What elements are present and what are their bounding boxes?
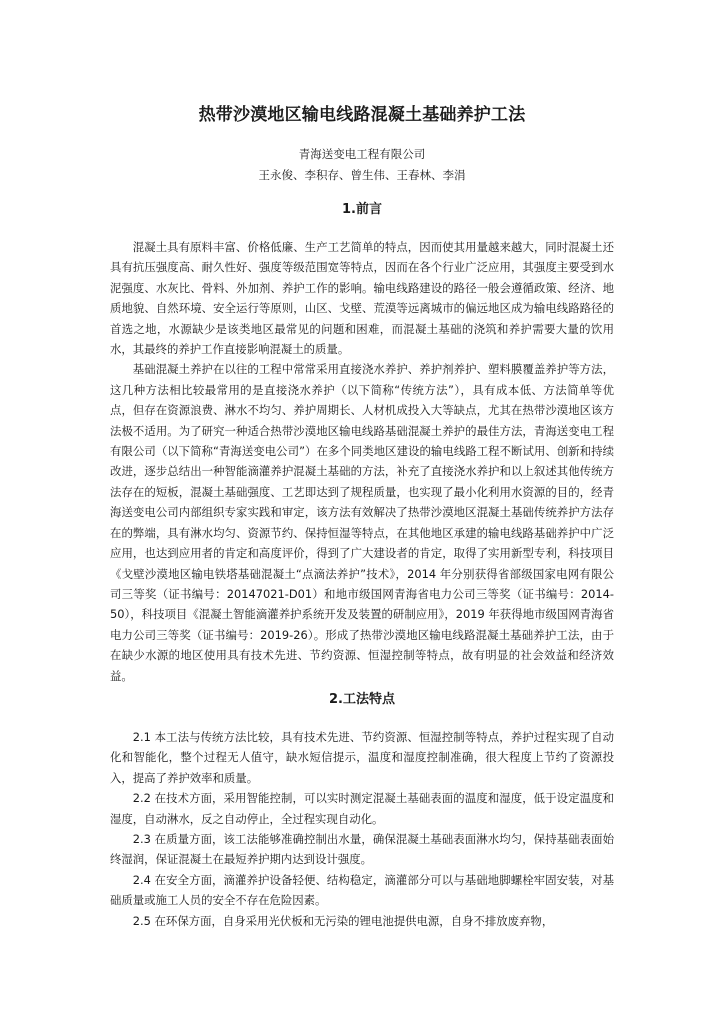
document-title: 热带沙漠地区输电线路混凝土基础养护工法 <box>198 105 526 125</box>
section-body-preface <box>110 237 614 686</box>
paragraph: 2.1 本工法与传统方法比较，具有技术先进、节约资源、恒湿控制等特点，养护过程实现了自动化和智能化，整个过程无人值守，缺水短信提示，温度和湿度控制准确，很大程度上节约了资源投入，提高了养护效率和质量。 <box>110 730 614 785</box>
organization: 青海送变电工程有限公司 <box>298 147 426 161</box>
section-heading-preface: 1.前言 <box>342 202 382 217</box>
paragraph: 2.5 在环保方面，自身采用光伏板和无污染的锂电池提供电源，自身不排放废弃物， <box>132 913 554 928</box>
authors: 王永俊、李积存、曾生伟、王春林、李涓 <box>258 168 466 182</box>
paragraph: 2.3 在质量方面，该工法能够准确控制出水量，确保混凝土基础表面淋水均匀，保持基础表面始终湿润，保证混凝土在最短养护期内达到设计强度。 <box>110 832 614 867</box>
paragraph: 混凝土具有原料丰富、价格低廉、生产工艺简单的特点，因而使其用量越来越大，同时混凝土还具有抗压强度高、耐久性好、强度等级范围宽等特点，因而在各个行业广泛应用，其强度主要受到水泥强度、水灰比、骨料、外加剂、养护工作的影响。输电线路建设的路径一般会遵循政策、经济、地质地貌、自然环境、安全运行等原则，山区、戈壁、荒漠等远离城市的偏远地区成为输电线路路径的首选之地，水源缺少是该类地区最常见的问题和困难，而混凝土基础的浇筑和养护需要大量的饮用水，其最终的养护工作直接影响混凝土的质量。 <box>110 240 614 357</box>
paragraph: 基础混凝土养护在以往的工程中常常采用直接浇水养护、养护剂养护、塑料膜覆盖养护等方法，这几种方法相比较最常用的是直接浇水养护（以下简称“传统方法”），具有成本低、方法简单等优点，但存在资源浪费、淋水不均匀、养护周期长、人材机成投入大等缺点，尤其在热带沙漠地区该方法极不适用。为了研究一种适合热带沙漠地区输电线路基础混凝土养护的最佳方法，青海送变电工程有限公司（以下简称“青海送变电公司”）在多个同类地区建设的输电线路工程不断试用、创新和持续改进，逐步总结出一种智能滴灌养护混凝土基础的方法，补充了直接浇水养护和以上叙述其他传统方法存在的短板，混凝土基础强度、工艺即达到了规程质量，也实现了最小化利用水资源的目的，经青海送变电公司内部组织专家实践和审定，该方法有效解决了热带沙漠地区混凝土基础传统养护方法存在的弊端，具有淋水均匀、资源节约、保持恒湿等特点，在其他地区承建的输电线路基础养护中广泛应用，也达到应用者的肯定和高度评价，得到了广大建设者的肯定，取得了实用新型专利，科技项目《戈壁沙漠地区输电铁塔基础混凝土“点滴法养护”技术》，2014 年分别获得省部级国家电网有限公司三等奖（证书编号：20147021-D01）和地市级国网青海省电力公司三等奖（证书编号：2014-50），科技项目《混凝土智能滴灌养护系统开发及装置的研制应用》，2019 年获得地市级国网青海省电力公司三等奖（证书编号：2019-26）。形成了热带沙漠地区输电线路混凝土基础养护工法，由于在缺少水源的地区使用具有技术先进、节约资源、恒湿控制等特点，故有明显的社会效益和经济效益。 <box>110 362 614 683</box>
paragraph: 2.4 在安全方面，滴灌养护设备轻便、结构稳定，滴灌部分可以与基础地脚螺栓牢固安装，对基础质量或施工人员的安全不存在危险因素。 <box>110 872 614 908</box>
paragraph: 2.2 在技术方面，采用智能控制，可以实时测定混凝土基础表面的温度和湿度，低于设定温度和湿度，自动淋水，反之自动停止，全过程实现自动化。 <box>110 791 614 826</box>
section-heading-features: 2.工法特点 <box>329 692 395 707</box>
section-body-features <box>110 727 614 931</box>
